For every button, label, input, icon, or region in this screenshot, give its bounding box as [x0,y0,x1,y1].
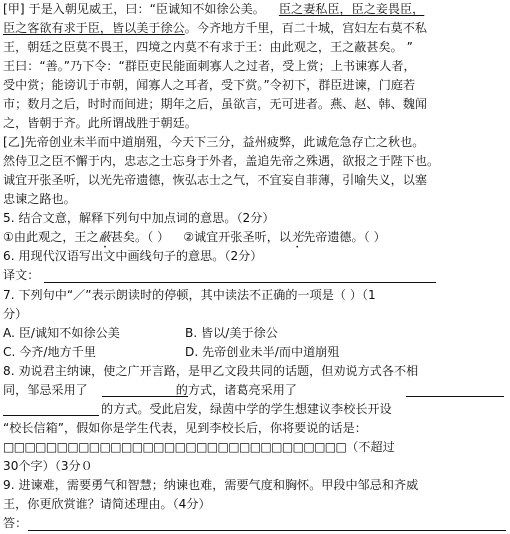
question-7-option-c[interactable]: C. 今齐/地方千里 [3,345,96,359]
passage-a-underlined-sentence: 臣之客欲有求于臣，皆以美于徐公 [3,21,185,35]
question-7-option-b[interactable]: B. 皆以/美于徐公 [185,326,278,340]
question-7-option-d[interactable]: D. 先帝创业未半/而中道崩殂 [185,345,340,359]
passage-b-label: [乙] [3,135,25,149]
question-7-option-a[interactable]: A. 臣/诚知不如徐公美 [3,326,120,340]
q5-item-1-dotted-word: 蔽 [98,230,111,244]
passage-a-line-6: 市；数月之后，时时而间进；期年之后，虽欲言，无可进者。燕、赵、韩、魏闻 [3,97,427,111]
q8-text: 同，邹忌采用了 [3,383,88,397]
question-5-stem: 5. 结合文意，解释下列句中加点词的意思。（2分） [3,211,275,225]
q5-item-1-text: ①由此观之，王之 [3,230,99,244]
q5-item-2-answer-blank[interactable]: 先帝遗德。（ ） [303,230,386,244]
question-8-line-5 [3,438,395,456]
passage-a-line-7: 之，皆朝于齐。此所谓战胜于朝廷。 [3,116,197,130]
question-8-blank-2-continued[interactable] [3,415,99,416]
passage-b-line-4: 忠谏之路也。 [3,192,76,206]
passage-a-underlined-sentence: 臣之妻私臣，臣之妾畏臣， [278,2,425,16]
question-8-line-1: 8. 劝说君主纳谏，使之广开言路，是甲乙文段共同的话题，但劝说方式各不相 [3,364,419,378]
passage-a-line-2 [3,19,427,37]
question-6-stem: 6. 用现代汉语写出文中画线句子的意思。（2分） [3,249,263,263]
passage-b-line-2: 然侍卫之臣不懈于内，忠志之士忘身于外者，盖追先帝之殊遇，欲报之于陛下也。 [3,154,440,168]
question-6-answer-line[interactable] [44,282,436,283]
passage-b-line-1 [3,133,424,151]
question-8-blank-1[interactable] [102,396,188,397]
question-8-blank-2[interactable] [406,396,504,397]
question-9-answer-line[interactable] [28,530,506,531]
passage-b-line-3: 诚宜开张圣听，以光先帝遗德，恢弘志士之气，不宜妄自菲薄，引喻失义，以塞 [3,173,427,187]
q8-text: 的方式，诸葛亮采用了 [175,383,297,397]
question-9-line-2: 王，你更欣赏谁？请简述理由。（4分） [3,497,211,511]
passage-b-text: 先帝创业未半而中道崩殂，今天下三分，益州疲弊，此诚危急存亡之秋也。 [24,135,425,149]
question-9-answer-label: 答： [3,516,28,530]
q8-text: 的方式。受此启发，绿茵中学的学生想建议李校长开设 [101,402,392,416]
passage-a-line-3: 王，朝廷之臣莫不畏王，四境之内莫不有求于王：由此观之，王之蔽甚矣。 ” [3,40,413,54]
passage-a-text: “臣诚知不如徐公美。 [149,2,265,16]
question-8-line-4: “校长信箱”，假如你是学生代表，见到李校长后，你将要说的话是： [3,421,367,435]
q5-item-2-dotted-word: 光 [290,230,304,244]
passage-a-line-1 [3,0,424,18]
q5-item-2-text: ②诚宜开张圣听，以 [183,230,291,244]
q5-item-1-answer-blank[interactable]: 甚矣。（ ） [110,230,170,244]
question-8-line-6: 30个字）（3分０ [3,459,93,473]
passage-a-line-5: 受中赏；能谤讥于市朝，闻寡人之耳者，受下赏。”令初下，群臣进谏，门庭若 [3,78,416,92]
passage-a-text: [甲] 于是入朝见威王，曰： [3,2,150,16]
question-6-answer-label: 译文： [3,268,40,282]
question-7-stem-end: 分） [3,307,28,321]
question-9-line-1: 9. 进谏难，需要勇气和智慧；纳谏也难，需要气度和胸怀。甲段中邹忌和齐威 [3,478,419,492]
question-7-stem: 7. 下列句中“／”表示朗读时的停顿，其中读法不正确的一项是（ ）（1 [3,288,376,302]
passage-a-line-4: 王曰：“善。”乃下令：“群臣吏民能面刺寡人之过者，受上赏；上书谏寡人者， [3,59,416,73]
q8-word-limit: （不超过 [346,440,395,454]
passage-a-text: 。今齐地方千里，百二十城，宫妇左右莫不私 [184,21,427,35]
q8-answer-boxes[interactable]: □□□□□□□□□□□□□□□□□□□□□□□□□□□□□□□□ [3,440,347,454]
